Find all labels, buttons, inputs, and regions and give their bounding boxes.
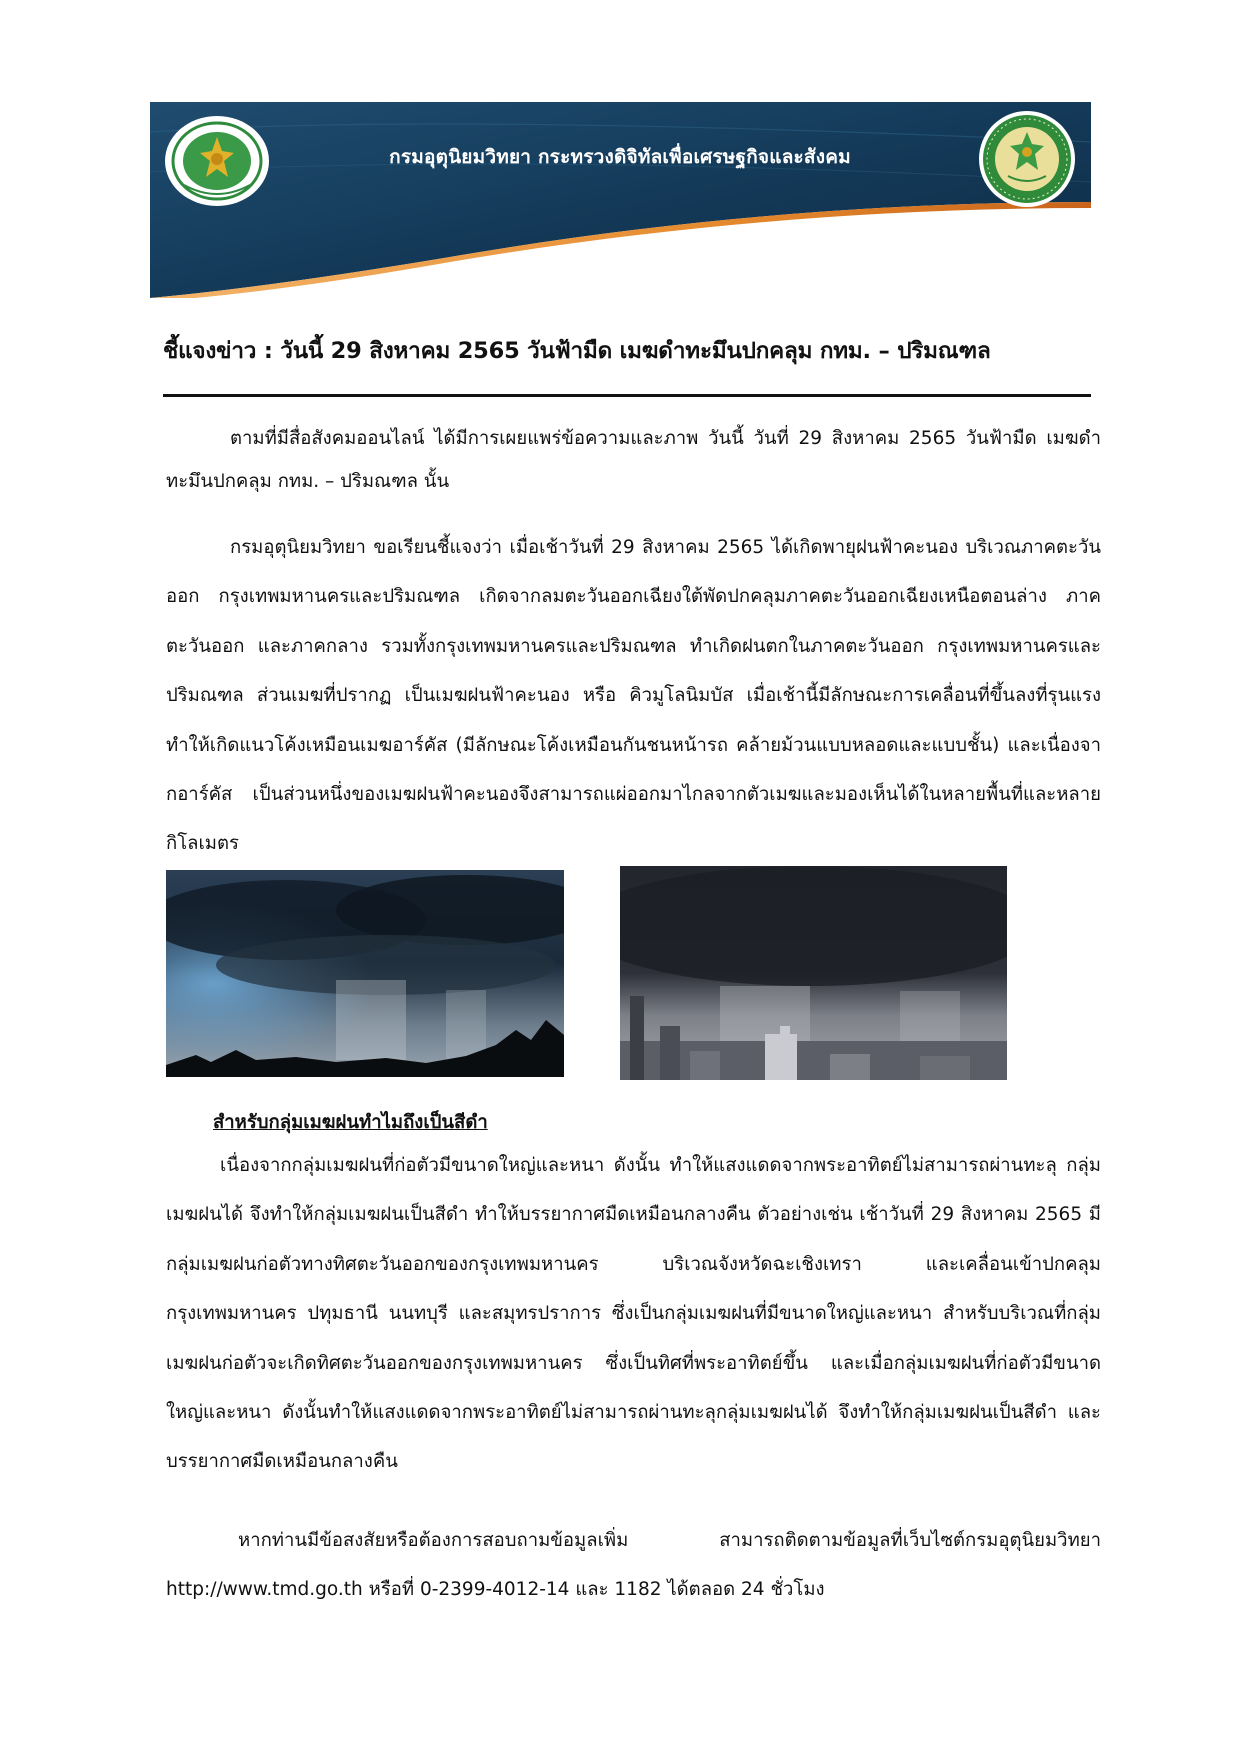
ministry-seal-icon <box>164 115 270 207</box>
org-title: กรมอุตุนิยมวิทยา กระทรวงดิจิทัลเพื่อเศรษฐกิจและสังคม <box>389 146 851 168</box>
explanation-text: กรมอุตุนิยมวิทยา ขอเรียนชี้แจงว่า เมื่อเช้าวันที่ 29 สิงหาคม 2565 ได้เกิดพายุฝนฟ้าคะนอง บริเวณภาคตะวันออก กรุงเทพมหานครและปริมณฑล เกิดจากลมตะวันออกเฉียงใต้พัดปกคลุมภาคตะวันออกเฉียงเหนือตอนล่าง ภาคตะวันออก และภาคกลาง รวมทั้งกรุงเทพมหานครและปริมณฑล ทำเกิดฝนตกในภาคตะวันออก กรุงเทพมหานครและปริมณฑล ส่วนเมฆที่ปรากฏ เป็นเมฆฝนฟ้าคะนอง หรือ คิวมูโลนิมบัส เมื่อเช้านี้มีลักษณะการเคลื่อนที่ขึ้นลงที่รุนแรงทำให้เกิดแนวโค้งเหมือนเมฆอาร์คัส (มีลักษณะโค้งเหมือนกันชนหน้ารถ คล้ายม้วนแบบหลอดและแบบชั้น) และเนื่องจากอาร์คัส เป็นส่วนหนึ่งของเมฆฝนฟ้าคะนองจึงสามารถแผ่ออกมาไกลจากตัวเมฆและมองเห็นได้ในหลายพื้นที่และหลายกิโลเมตร <box>166 537 1101 855</box>
contact-text[interactable]: หากท่านมีข้อสงสัยหรือต้องการสอบถามข้อมูลเพิ่ม สามารถติดตามข้อมูลที่เว็บไซต์กรมอุตุนิยมวิทยา http://www.tmd.go.th หรือที่ 0-2399-4012-14 และ 1182 ได้ตลอด 24 ชั่วโมง <box>166 1530 1101 1601</box>
explanation-paragraph <box>166 523 1101 869</box>
contact-paragraph <box>166 1516 1101 1615</box>
storm-clouds-photo <box>166 870 564 1077</box>
why-black-paragraph <box>166 1141 1101 1487</box>
city-dark-clouds-photo <box>620 866 1007 1080</box>
tmd-seal-icon <box>978 110 1076 208</box>
news-headline: ชี้แจงข่าว : วันนี้ 29 สิงหาคม 2565 วันฟ้ามืด เมฆดำทะมึนปกคลุม กทม. – ปริมณฑล <box>163 338 991 364</box>
section-subheading: สำหรับกลุ่มเมฆฝนทำไมถึงเป็นสีดำ <box>213 1112 488 1133</box>
banner-background <box>150 102 1091 298</box>
intro-text: ตามที่มีสื่อสังคมออนไลน์ ได้มีการเผยแพร่ข้อความและภาพ วันนี้ วันที่ 29 สิงหาคม 2565 วันฟ้ามืด เมฆดำทะมึนปกคลุม กทม. – ปริมณฑล นั้น <box>166 428 1101 492</box>
header-banner <box>150 102 1091 298</box>
why-black-text: เนื่องจากกลุ่มเมฆฝนที่ก่อตัวมีขนาดใหญ่และหนา ดังนั้น ทำให้แสงแดดจากพระอาทิตย์ไม่สามารถผ่านทะลุ กลุ่มเมฆฝนได้ จึงทำให้กลุ่มเมฆฝนเป็นสีดำ ทำให้บรรยากาศมืดเหมือนกลางคืน ตัวอย่างเช่น เช้าวันที่ 29 สิงหาคม 2565 มีกลุ่มเมฆฝนก่อตัวทางทิศตะวันออกของกรุงเทพมหานคร บริเวณจังหวัดฉะเชิงเทรา และเคลื่อนเข้าปกคลุมกรุงเทพมหานคร ปทุมธานี นนทบุรี และสมุทรปราการ ซึ่งเป็นกลุ่มเมฆฝนที่มีขนาดใหญ่และหนา สำหรับบริเวณที่กลุ่มเมฆฝนก่อตัวจะเกิดทิศตะวันออกของกรุงเทพมหานคร ซึ่งเป็นทิศที่พระอาทิตย์ขึ้น และเมื่อกลุ่มเมฆฝนที่ก่อตัวมีขนาดใหญ่และหนา ดังนั้นทำให้แสงแดดจากพระอาทิตย์ไม่สามารถผ่านทะลุกลุ่มเมฆฝนได้ จึงทำให้กลุ่มเมฆฝนเป็นสีดำ และบรรยากาศมืดเหมือนกลางคืน <box>166 1155 1101 1473</box>
intro-paragraph <box>166 418 1101 503</box>
headline-divider <box>163 394 1091 397</box>
